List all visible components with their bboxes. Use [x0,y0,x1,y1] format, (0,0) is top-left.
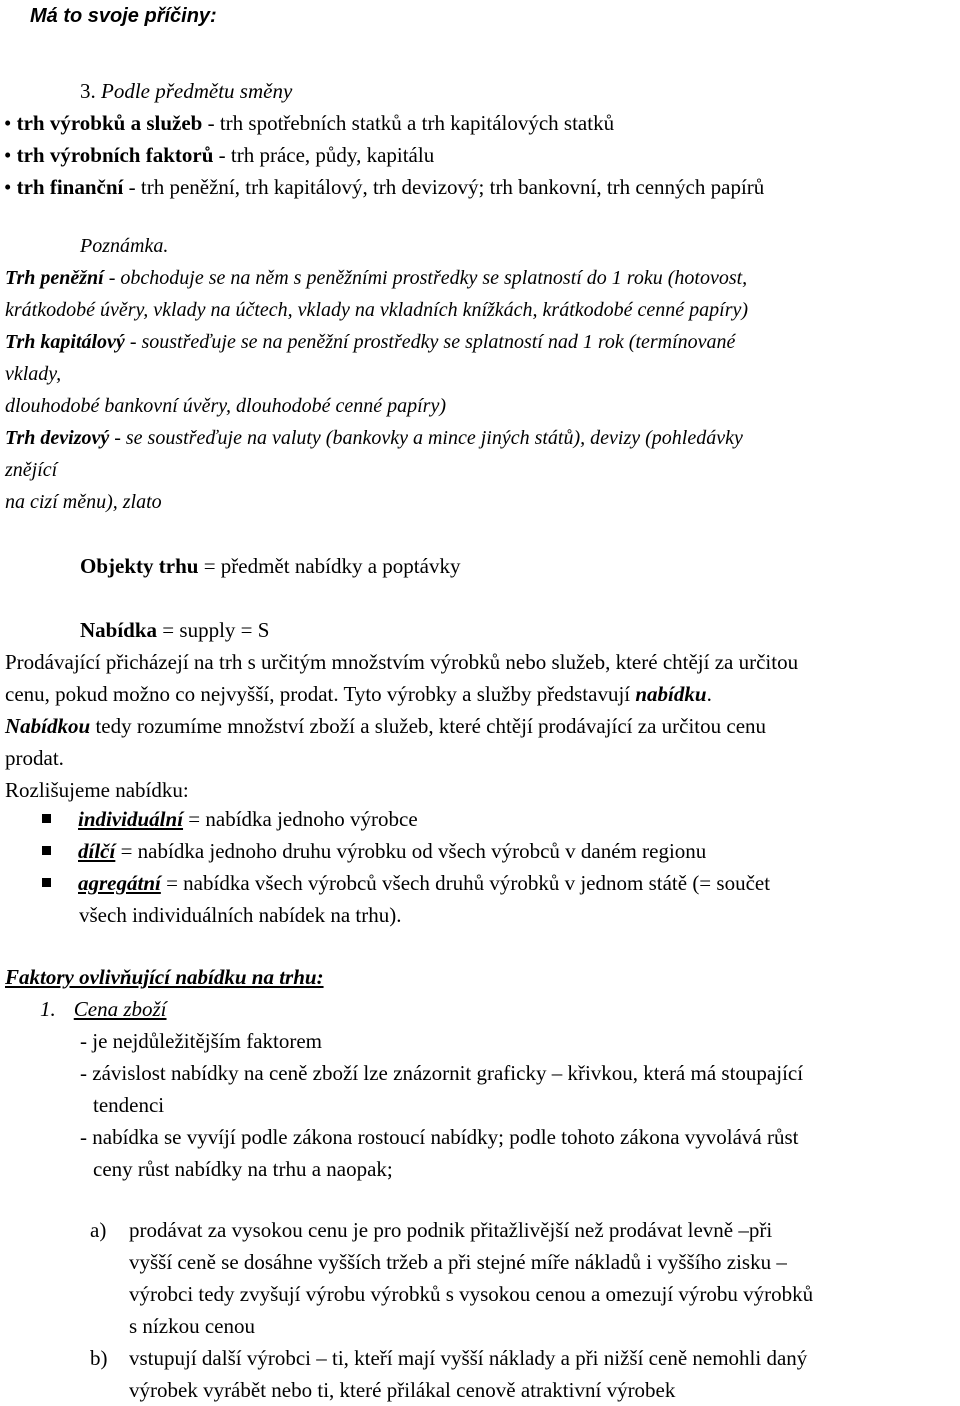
nabidka-term: Nabídka [80,618,158,642]
paragraph-line: Rozlišujeme nabídku: [5,778,189,802]
objekty-text: = předmět nabídky a poptávky [198,554,461,578]
paragraph-line: prodat. [5,746,64,770]
note-text: - soustřeďuje se na peněžní prostředky se splatností nad 1 rok (termínované [124,331,736,353]
objekty-term: Objekty trhu [80,554,199,578]
objekty-definition [80,550,960,582]
list-item [0,867,960,899]
note-line [0,422,960,454]
list-item [0,835,960,867]
nabidka-definition [0,614,960,646]
note-term: Trh kapitálový [5,331,125,353]
faktory-section [0,961,960,1185]
bullet-item: • trh výrobků a služeb - trh spotřebních statků a trh kapitálových statků [4,111,615,135]
factor-detail: - je nejdůležitějším faktorem [80,1029,322,1053]
note-term: Trh devizový [5,427,110,449]
factor-detail: - závislost nabídky na ceně zboží lze znázornit graficky – křivkou, která má stoupající [80,1061,804,1085]
bullet-term: trh výrobků a služeb [16,111,203,135]
section-3-title: Podle předmětu směny [101,79,293,103]
bullet-item: • trh výrobních faktorů - trh práce, půdy, kapitálu [4,143,435,167]
section-3-number: 3. [80,79,96,103]
square-bullet-icon [42,846,51,855]
note-line: dlouhodobé bankovní úvěry, dlouhodobé cenné papíry) [5,395,446,417]
sub-point-label: a) [90,1218,107,1242]
faktory-heading [0,961,960,993]
sub-point-a [0,1214,960,1246]
bullet-term: trh výrobních faktorů [16,143,214,167]
note-text: - obchoduje se na něm s peněžními prostředky se splatností do 1 roku (hotovost, [103,267,748,289]
emphasis-text: nabídku [635,682,707,706]
type-term: agregátní [78,871,161,895]
paragraph-line [0,710,960,742]
header-text: Má to svoje příčiny: [30,5,217,27]
paragraph-line: Prodávající přicházejí na trh s určitým množstvím výrobků nebo služeb, které chtějí za určitou [5,650,799,674]
bullet-term: trh finanční [16,175,124,199]
factor-detail-cont: ceny růst nabídky na trhu a naopak; [93,1157,393,1181]
bullet-text: - trh práce, půdy, kapitálu [213,143,435,167]
sub-point-text: prodávat za vysokou cenu je pro podnik přitažlivější než prodávat levně –při [129,1218,773,1242]
faktory-heading-text: Faktory ovlivňující nabídku na trhu: [5,965,324,989]
sub-point-text: s nízkou cenou [129,1314,255,1338]
factor-number: 1. [40,997,56,1021]
factor-item [0,993,960,1025]
nabidka-types-list [0,803,960,931]
sub-point-text: výrobci tedy zvyšují výrobu výrobků s vysokou cenou a omezují výrobu výrobků [129,1282,814,1306]
nabidka-section [0,614,960,806]
note-block [0,230,960,518]
paragraph-line [0,678,960,710]
sub-point-text: vyšší ceně se dosáhne vyšších tržeb a při stejné míře nákladů i vyššího zisku – [129,1250,787,1274]
type-text: = nabídka jednoho druhu výrobku od všech výrobců v daném regionu [115,839,707,863]
sub-point-text: výrobek vyrábět nebo ti, které přilákal cenově atraktivní výrobek [129,1378,676,1402]
paragraph-text: tedy rozumíme množství zboží a služeb, které chtějí prodávající za určitou cenu [90,714,767,738]
type-text: = nabídka všech výrobců všech druhů výrobků v jednom státě (= součet [160,871,771,895]
bullet-text: - trh spotřebních statků a trh kapitálových statků [202,111,615,135]
list-item-continuation: všech individuálních nabídek na trhu). [79,903,402,927]
section-3-heading [0,75,960,107]
sub-point-label: b) [90,1346,108,1370]
paragraph-text: cenu, pokud možno co nejvyšší, prodat. Tyto výrobky a služby představují [5,682,636,706]
factor-title: Cena zboží [73,997,167,1021]
sub-points [0,1214,960,1406]
square-bullet-icon [42,878,51,887]
page-header [30,0,960,32]
note-line: krátkodobé úvěry, vklady na účtech, vklady na vkladních knížkách, krátkodobé cenné papíry) [5,299,749,321]
bullet-item: • trh finanční - trh peněžní, trh kapitálový, trh devizový; trh bankovní, trh cenných papírů [4,175,765,199]
square-bullet-icon [42,814,51,823]
list-item [0,803,960,835]
type-text: = nabídka jednoho výrobce [183,807,418,831]
section-3 [0,75,960,203]
bullet-text: - trh peněžní, trh kapitálový, trh devizový; trh bankovní, trh cenných papírů [123,175,765,199]
factor-detail-cont: tendenci [93,1093,165,1117]
nabidka-text: = supply = S [157,618,270,642]
type-term: dílčí [78,839,116,863]
factor-detail: - nabídka se vyvíjí podle zákona rostoucí nabídky; podle tohoto zákona vyvolává růst [80,1125,799,1149]
type-term: individuální [78,807,184,831]
note-line: vklady, [5,363,62,385]
paragraph-text: . [706,682,712,706]
note-label: Poznámka. [80,235,169,257]
note-line: znějící [5,459,58,481]
note-term: Trh peněžní [5,267,104,289]
note-text: - se soustřeďuje na valuty (bankovky a mince jiných států), devizy (pohledávky [109,427,743,449]
sub-point-b [0,1342,960,1374]
sub-point-text: vstupují další výrobci – ti, kteří mají vyšší náklady a při nižší ceně nemohli daný [129,1346,808,1370]
note-line [0,326,960,358]
emphasis-text: Nabídkou [5,714,91,738]
note-line [0,262,960,294]
note-line: na cizí měnu), zlato [5,491,162,513]
